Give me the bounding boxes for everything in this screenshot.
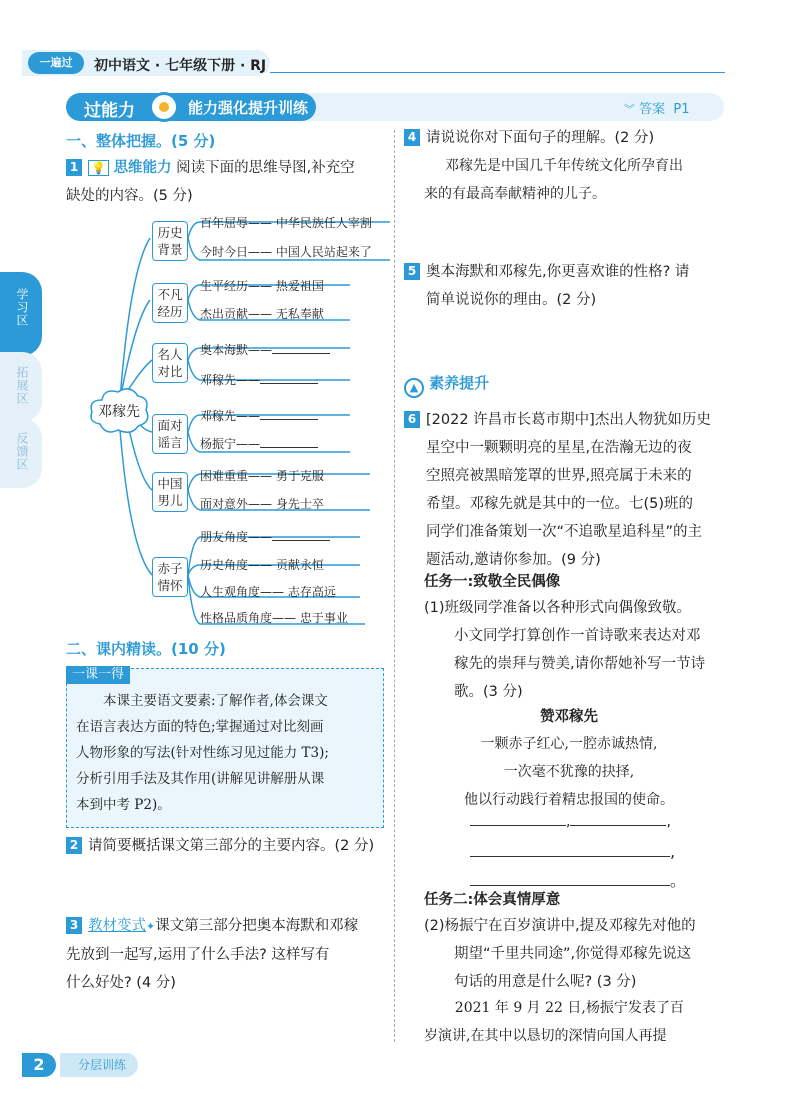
question-number: 1 (66, 159, 82, 176)
question-3: 3 教材变式✦课文第三部分把奥本海默和邓稼 先放到一起写,运用了什么手法? 这样写有 什么好处? (4 分) (66, 918, 359, 991)
q1-text-cont: 缺处的内容。(5 分) (66, 188, 193, 204)
q3-tag: 教材变式 (88, 918, 146, 934)
task-1-text: (1)班级同学准备以各种形式向偶像致敬。 小文同学打算创作一首诗歌来表达对邓 稼先的崇拜与赞美,请你帮她补写一节诗 歌。(3 分) (424, 600, 706, 700)
mindmap-leaf: 百年屈辱—— 中华民族任人宰割 (200, 216, 372, 230)
side-tab-study[interactable] (0, 272, 42, 356)
question-number: 5 (404, 263, 420, 280)
book-title: 初中语文 · 七年级下册 · RJ (94, 58, 267, 74)
mindmap-leaf: 性格品质角度—— 忠于事业 (200, 611, 348, 625)
question-6: 6 [2022 许昌市长葛市期中]杰出人物犹如历史 星空中一颗颗明亮的星星,在浩瀚无边的夜 空照亮被黑暗笼罩的世界,照亮属于未来的 希望。邓稼先就是其中的一位。七(5)班的 同学们准备策划一次“不追歌星追科星”的主 题活动,邀请你参加。(9 分) (404, 406, 734, 574)
task-2-text: (2)杨振宁在百岁演讲中,提及邓稼先对他的 期望“千里共同途”,你觉得邓稼先说这 句话的用意是什么呢? (3 分) (424, 918, 696, 990)
question-number: 3 (66, 917, 82, 934)
mindmap-leaf: 今时今日—— 中国人民站起来了 (200, 245, 372, 259)
side-tab-label: 拓展区 (15, 366, 29, 405)
q1-tag: 思维能力 (113, 160, 172, 176)
side-tab-label: 学习区 (15, 288, 29, 327)
part1-title: 一、整体把握。(5 分) (66, 132, 216, 150)
side-tab-extend[interactable] (0, 352, 42, 422)
task-1-title: 任务一:致敬全民偶像 (424, 574, 561, 590)
mindmap-leaf: 杨振宁—— (200, 435, 318, 452)
mindmap-leaf: 邓稼先—— (200, 371, 318, 388)
mindmap-leaf: 奥本海默—— (200, 341, 330, 358)
answer-blank[interactable] (272, 540, 330, 541)
task-2-title: 任务二:体会真情厚意 (424, 892, 561, 908)
mindmap-leaf: 朋友角度—— (200, 528, 330, 545)
q1-text: 阅读下面的思维导图,补充空 (176, 160, 355, 176)
question-5: 5 奥本海默和邓稼先,你更喜欢谁的性格? 请 简单说说你的理由。(2 分) (404, 258, 734, 314)
mindmap-leaf: 面对意外—— 身先士卒 (200, 497, 324, 511)
question-number: 6 (404, 411, 420, 428)
question-1 (66, 154, 386, 210)
mindmap-node: 赤子 情怀 (152, 557, 188, 597)
mindmap-node: 历史 背景 (152, 221, 188, 261)
sub-section-heading: ▲ 素养提升 (404, 372, 489, 398)
answer-blank[interactable] (260, 419, 318, 420)
poem-title: 赞邓稼先 (540, 709, 598, 725)
column-divider (394, 130, 396, 1042)
mindmap-center (88, 384, 150, 438)
mindmap-leaf: 邓稼先—— (200, 407, 318, 424)
poem-blank-line-2[interactable]: , (470, 842, 675, 861)
question-number: 2 (66, 837, 82, 854)
q4-quote: 邓稼先是中国几千年传统文化所孕育出 来的有最高奉献精神的儿子。 (424, 158, 683, 202)
answer-blank[interactable] (260, 447, 318, 448)
mindmap-leaf: 杰出贡献—— 无私奉献 (200, 307, 324, 321)
question-4: 4 请说说你对下面句子的理解。(2 分) (404, 124, 734, 152)
mindmap-node: 中国 男儿 (152, 472, 188, 512)
center-label: 邓稼先 (98, 404, 140, 420)
tip-box-tag: 一课一得 (66, 666, 130, 684)
mindmap-node: 名人 对比 (152, 343, 188, 383)
tip-box-text: 本课主要语文要素:了解作者,体会课文 在语言表达方面的特色;掌握通过对比刻画 人物形象的写法(针对性练习见过能力 T3); 分析引用手法及其作用(讲解见讲解册从课 本到中考 P2)。 (76, 693, 329, 813)
section-title: 能力强化提升训练 (188, 99, 309, 117)
header-divider (270, 72, 725, 73)
side-tab-label: 反馈区 (15, 432, 29, 471)
lightbulb-icon: 💡 (88, 160, 109, 176)
rocket-icon: ▲ (404, 378, 424, 398)
mindmap-leaf: 生平经历—— 热爱祖国 (200, 279, 324, 293)
part2-title: 二、课内精读。(10 分) (66, 640, 226, 658)
mindmap-node: 面对 谣言 (152, 414, 188, 454)
page-number: 2 (22, 1053, 56, 1077)
answer-blank[interactable] (260, 383, 318, 384)
footer-label: 分层训练 (60, 1053, 138, 1077)
double-chevron-down-icon: ︾ (624, 103, 635, 116)
mindmap-leaf: 人生观角度—— 志存高远 (200, 585, 336, 599)
poem-body: 一颗赤子红心,一腔赤诚热情, 一次毫不犹豫的抉择, 他以行动践行着精忠报国的使命。 (464, 736, 674, 808)
answer-label: 答案 (639, 102, 666, 117)
question-number: 4 (404, 129, 420, 146)
sparkle-icon: ✦ (146, 920, 156, 933)
poem-blank-line-1[interactable]: , , (470, 814, 671, 830)
section-label: 过能力 (84, 101, 135, 121)
medal-icon (149, 92, 179, 122)
poem-blank-line-3[interactable]: 。 (470, 868, 686, 891)
brand-logo: 一遍过 (28, 52, 84, 74)
question-2: 2 请简要概括课文第三部分的主要内容。(2 分) (66, 832, 386, 860)
side-tab-feedback[interactable] (0, 418, 42, 488)
answer-blank[interactable] (272, 353, 330, 354)
answer-link[interactable] (624, 98, 690, 117)
mindmap-leaf: 困难重重—— 勇于克服 (200, 469, 324, 483)
mindmap-leaf: 历史角度—— 贡献永恒 (200, 558, 324, 572)
answer-page: P1 (673, 102, 690, 117)
task-2-quote: 2021 年 9 月 22 日,杨振宁发表了百 岁演讲,在其中以恳切的深情向国人再提 (424, 1000, 684, 1044)
mindmap-node: 不凡 经历 (152, 283, 188, 323)
